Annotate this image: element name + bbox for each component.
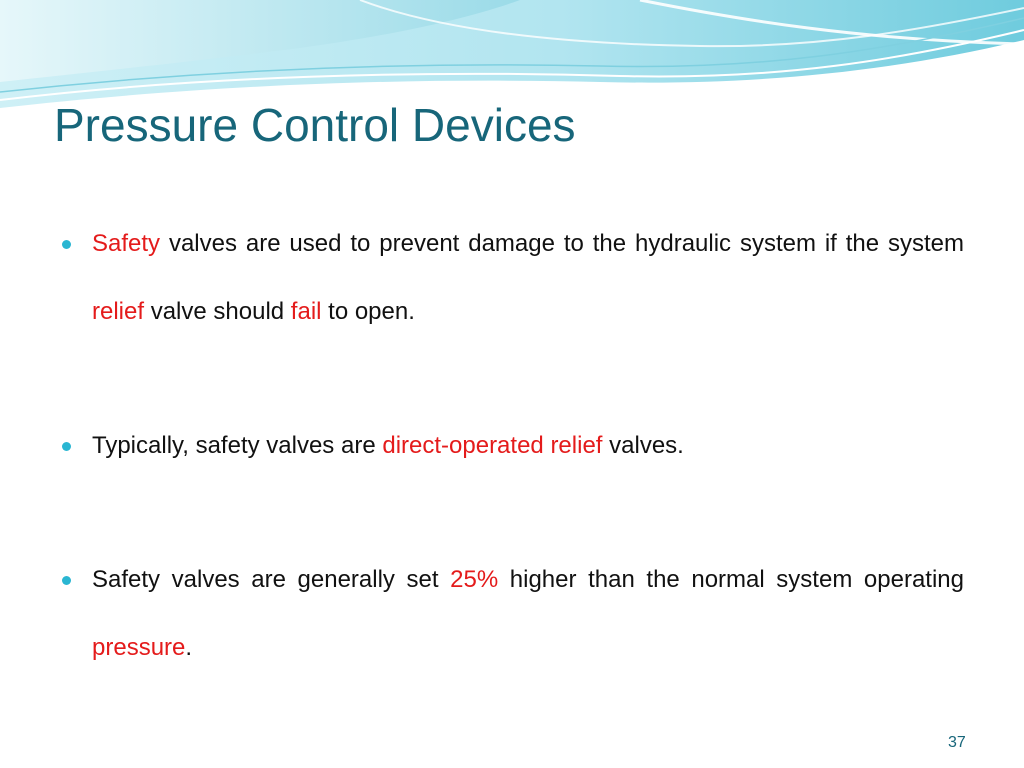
bullet-item <box>60 546 964 682</box>
highlight-text: Safety <box>92 230 161 257</box>
body-text: valves. <box>602 432 684 459</box>
body-text: Safety valves are generally set <box>92 566 451 593</box>
bullet-item <box>60 210 964 346</box>
highlight-text: relief <box>92 298 145 325</box>
highlight-text: 25% <box>450 566 499 593</box>
bullet-text <box>92 546 964 682</box>
bullet-dot-icon <box>62 576 71 585</box>
bullet-spacer <box>60 480 964 546</box>
body-text: to open. <box>321 298 415 325</box>
body-text: Typically, safety valves are <box>92 432 383 459</box>
body-text: . <box>185 634 193 661</box>
bullet-item <box>60 412 964 480</box>
body-text: higher than the normal system operating <box>498 566 964 593</box>
bullet-list <box>60 210 964 682</box>
body-text: valves are used to prevent damage to the hydraulic system if the system <box>160 230 964 257</box>
bullet-text <box>92 210 964 346</box>
highlight-text: fail <box>290 298 322 325</box>
bullet-dot-icon <box>62 442 71 451</box>
slide-title: Pressure Control Devices <box>54 99 576 151</box>
bullet-text <box>92 412 964 480</box>
bullet-spacer <box>60 346 964 412</box>
highlight-text: direct-operated relief <box>382 432 603 459</box>
body-text: valve should <box>144 298 291 325</box>
bullet-dot-icon <box>62 240 71 249</box>
highlight-text: pressure <box>92 634 186 661</box>
page-number: 37 <box>948 734 966 751</box>
